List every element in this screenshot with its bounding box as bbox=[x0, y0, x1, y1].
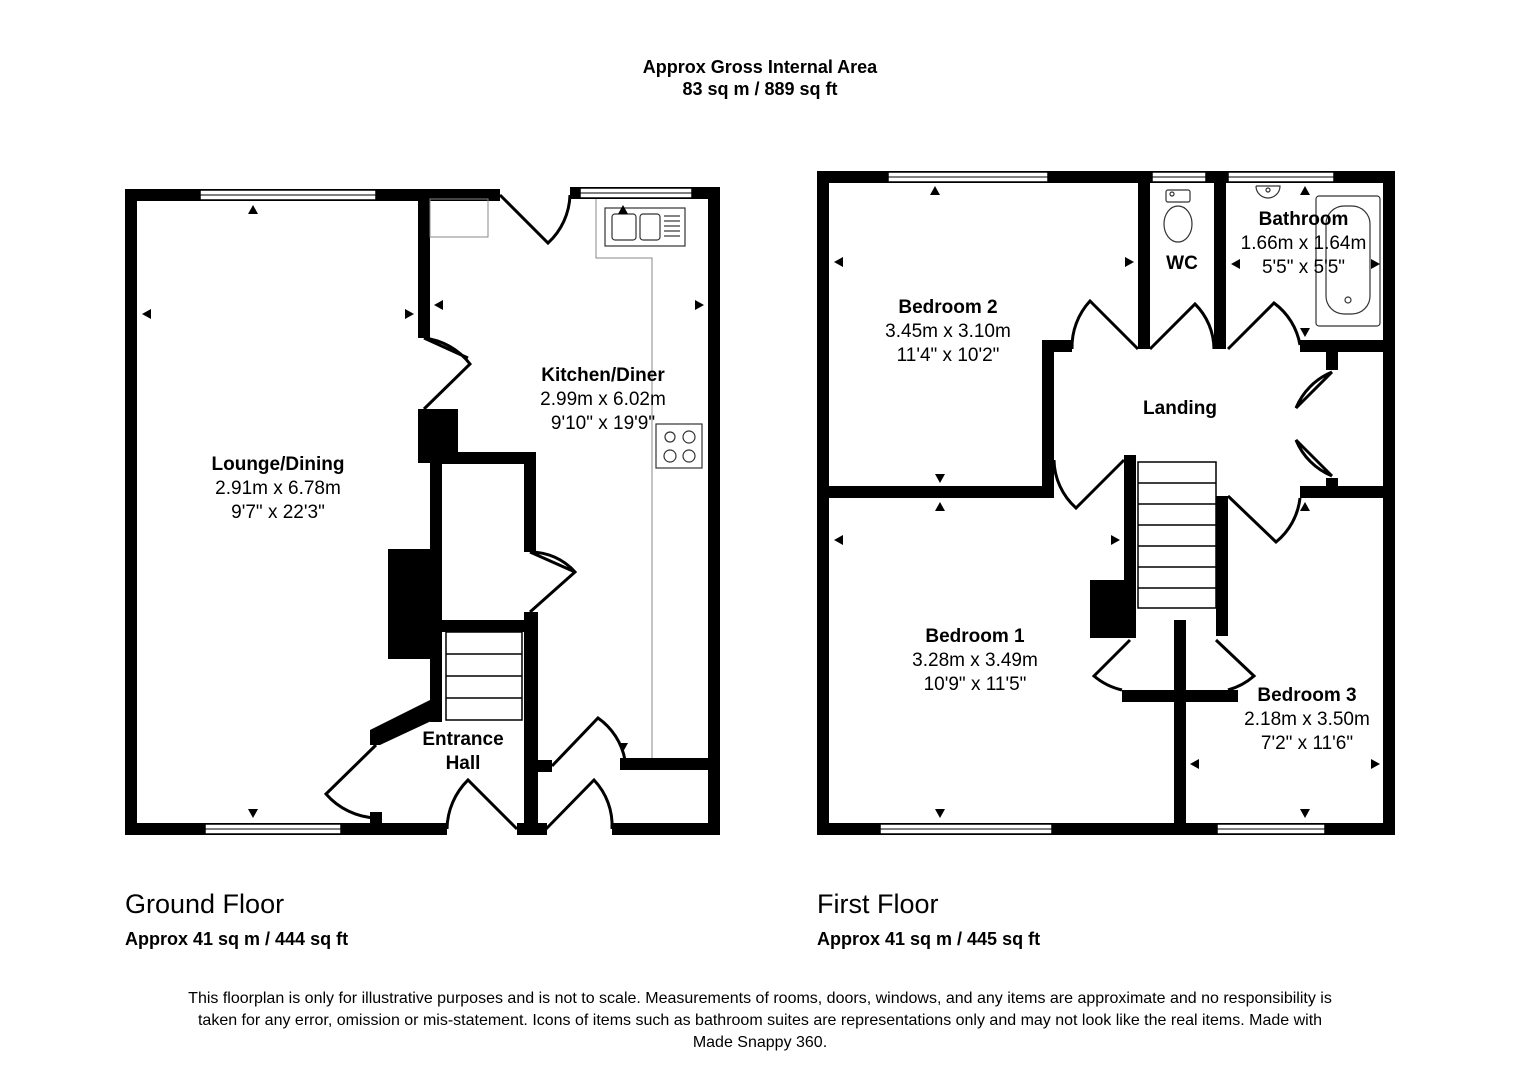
ff-stairs bbox=[1138, 462, 1216, 608]
room-metric: 3.28m x 3.49m bbox=[912, 650, 1038, 671]
room-imperial: 9'10" x 19'9" bbox=[550, 413, 656, 434]
gf-wall-stairs-top bbox=[442, 620, 524, 632]
gf-stairs bbox=[446, 632, 522, 720]
ff-wall-bath-bottom bbox=[1300, 340, 1395, 352]
room-label-kitchen bbox=[503, 364, 703, 436]
gf-outer-wall-right bbox=[708, 187, 720, 835]
room-name: Landing bbox=[1143, 398, 1217, 419]
first-floor-title: First Floor bbox=[817, 889, 939, 919]
gf-wall-utility-stub bbox=[538, 760, 552, 772]
ff-wall-bed2-bottom bbox=[817, 486, 1053, 498]
gf-wall-hall-right bbox=[524, 612, 538, 835]
ff-outer-wall-left bbox=[817, 171, 829, 835]
room-label-bathroom bbox=[1226, 208, 1381, 280]
ff-chimney bbox=[1090, 580, 1136, 638]
ff-wall-cupboard-bottom bbox=[1300, 486, 1395, 498]
room-metric: 2.91m x 6.78m bbox=[215, 478, 341, 499]
room-name: Lounge/Dining bbox=[211, 454, 345, 475]
ff-wall-wc-bath bbox=[1214, 183, 1226, 349]
room-label-landing bbox=[1110, 397, 1250, 421]
room-name-line2: Hall bbox=[445, 753, 481, 774]
room-metric: 2.18m x 3.50m bbox=[1244, 709, 1370, 730]
gross-area-value: 83 sq m / 889 sq ft bbox=[682, 79, 838, 99]
room-label-lounge bbox=[178, 453, 378, 525]
ground-floor-title: Ground Floor bbox=[125, 889, 285, 919]
room-label-hall bbox=[403, 728, 523, 776]
ff-wall-stairs-right bbox=[1216, 496, 1228, 636]
room-metric: 3.45m x 3.10m bbox=[885, 321, 1011, 342]
disclaimer-text: This floorplan is only for illustrative purposes and is not to scale. Measurements of rooms, doors, windows, and any items are approximate and no responsibility is taken for any error, omission or mis-statement. Icons of items such as bathroom suites are representations only and may not look like the real items. Made with Made Snappy 360. bbox=[188, 990, 1332, 1051]
toilet-icon bbox=[1164, 190, 1192, 242]
ground-floor-area: Approx 41 sq m / 444 sq ft bbox=[125, 929, 349, 949]
gf-wall-cupboard-top bbox=[430, 452, 536, 464]
room-name: Bathroom bbox=[1258, 209, 1349, 230]
gf-wall-cupboard-right bbox=[524, 452, 536, 552]
room-imperial: 11'4" x 10'2" bbox=[896, 345, 1000, 366]
room-name: Kitchen/Diner bbox=[541, 365, 665, 386]
first-floor-area: Approx 41 sq m / 445 sq ft bbox=[817, 929, 1041, 949]
gf-wall-lounge-kitchen-upper bbox=[418, 199, 430, 338]
room-imperial: 9'7" x 22'3" bbox=[231, 502, 325, 523]
room-label-wc bbox=[1150, 252, 1214, 276]
room-metric: 2.99m x 6.02m bbox=[540, 389, 666, 410]
ff-wall-bed2-wc bbox=[1138, 183, 1150, 349]
gf-outer-wall-bottom-right bbox=[612, 823, 720, 835]
ff-wall-bed3-left bbox=[1174, 620, 1186, 835]
sink-icon bbox=[605, 208, 685, 246]
gf-kitchen-worktop bbox=[430, 199, 652, 758]
room-label-bedroom2 bbox=[848, 296, 1048, 368]
room-name: Bedroom 3 bbox=[1257, 685, 1357, 706]
gf-wall-cupboard-left bbox=[430, 452, 442, 722]
gf-wall-utility-top bbox=[620, 758, 720, 770]
gf-outer-wall-left bbox=[125, 189, 137, 835]
gf-chimney-breast bbox=[388, 549, 430, 659]
room-name: Bedroom 2 bbox=[898, 297, 998, 318]
room-name-line1: Entrance bbox=[422, 729, 504, 750]
room-imperial: 10'9" x 11'5" bbox=[923, 674, 1027, 695]
ff-wall-cupboard-top bbox=[1326, 352, 1338, 370]
basin-icon bbox=[1256, 186, 1280, 198]
room-imperial: 7'2" x 11'6" bbox=[1260, 733, 1354, 754]
room-metric: 1.66m x 1.64m bbox=[1240, 233, 1367, 254]
gross-area-title: Approx Gross Internal Area bbox=[642, 57, 878, 77]
room-imperial: 5'5" x 5'5" bbox=[1261, 257, 1346, 278]
room-name: WC bbox=[1166, 253, 1198, 274]
room-name: Bedroom 1 bbox=[925, 626, 1025, 647]
room-label-bedroom3 bbox=[1212, 684, 1402, 756]
room-label-bedroom1 bbox=[875, 625, 1075, 697]
